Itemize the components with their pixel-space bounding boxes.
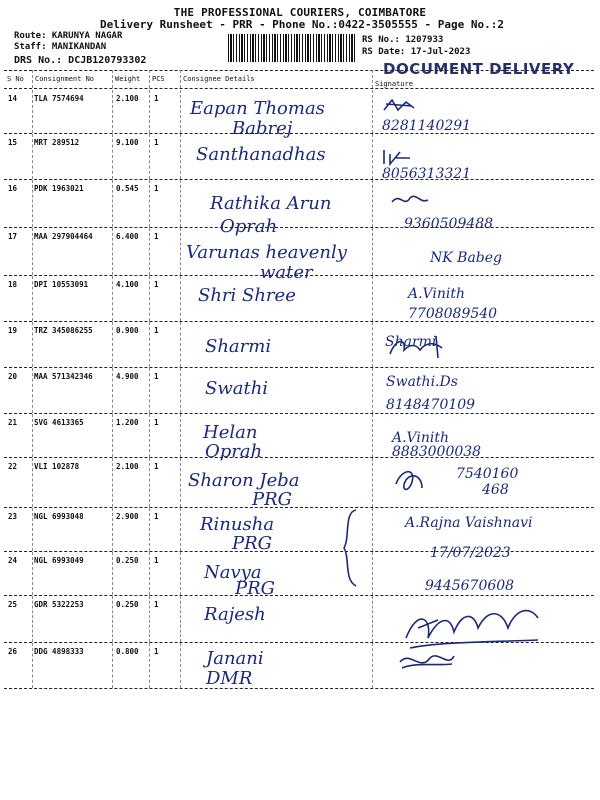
col-divider: [149, 70, 150, 88]
consignee-name: Sharmi: [205, 336, 272, 357]
col-divider: [32, 552, 33, 595]
row-pcs: 1: [154, 462, 159, 471]
consignee-name: Santhanadhas: [196, 144, 326, 165]
col-divider: [372, 90, 373, 133]
row-sno: 18: [8, 280, 18, 289]
consignee-name: Eapan Thomas: [190, 98, 325, 119]
col-divider: [32, 228, 33, 275]
consignee-place: PRG: [235, 578, 276, 599]
row-separator: [4, 275, 594, 276]
row-consignment-no: DDG 4898333: [34, 647, 84, 656]
signature-phone: 7708089540: [408, 306, 498, 322]
col-divider: [32, 596, 33, 642]
col-divider: [149, 552, 150, 595]
col-divider: [149, 276, 150, 321]
col-divider: [372, 508, 373, 551]
col-divider: [112, 596, 113, 642]
col-pcs: PCS: [152, 75, 165, 83]
col-consignee: Consignee Details: [183, 75, 255, 83]
row-sno: 26: [8, 647, 18, 656]
consignee-name: Helan: [203, 422, 258, 443]
consignee-name: Sharon Jeba: [188, 470, 300, 491]
col-divider: [372, 458, 373, 507]
row-weight: 0.545: [116, 184, 139, 193]
col-divider: [180, 414, 181, 457]
row-sno: 21: [8, 418, 18, 427]
row-consignment-no: MAA 297904464: [34, 232, 93, 241]
row-consignment-no: PDK 1963021: [34, 184, 84, 193]
col-divider: [372, 414, 373, 457]
col-divider: [112, 180, 113, 227]
row-separator: [4, 507, 594, 508]
consignee-place: Babrej: [232, 118, 293, 139]
row-weight: 1.200: [116, 418, 139, 427]
col-divider: [149, 180, 150, 227]
col-divider: [112, 508, 113, 551]
row-consignment-no: GDR 5322253: [34, 600, 84, 609]
row-separator: [4, 413, 594, 414]
consignee-name: Varunas heavenly: [186, 242, 347, 263]
row-sno: 20: [8, 372, 18, 381]
runsheet-subtitle: Delivery Runsheet - PRR - Phone No.:0422-3505555 - Page No.:2: [100, 18, 504, 31]
row-separator: [4, 227, 594, 228]
row-weight: 0.250: [116, 556, 139, 565]
consignee-place: water: [260, 262, 313, 283]
row-pcs: 1: [154, 232, 159, 241]
consignee-place: Oprah: [220, 216, 278, 237]
signature-text: 7540160: [456, 466, 519, 482]
signature-phone: 8056313321: [382, 166, 472, 182]
signature-text: Sharmi: [385, 334, 437, 350]
row-separator: [4, 321, 594, 322]
col-divider: [112, 70, 113, 88]
col-divider: [112, 414, 113, 457]
col-divider: [32, 368, 33, 413]
signature-text: A.Rajna Vaishnavi: [405, 515, 533, 531]
col-divider: [32, 134, 33, 179]
row-weight: 0.250: [116, 600, 139, 609]
row-separator: [4, 595, 594, 596]
col-divider: [180, 276, 181, 321]
col-divider: [32, 414, 33, 457]
row-weight: 9.100: [116, 138, 139, 147]
consignee-place: DMR: [206, 668, 253, 689]
row-consignment-no: MRT 289512: [34, 138, 80, 147]
row-consignment-no: DPI 10553091: [34, 280, 89, 289]
col-divider: [372, 276, 373, 321]
col-signature: Signature: [375, 80, 413, 88]
col-consignment: Consignment No: [35, 75, 95, 83]
signature-phone: 8148470109: [386, 397, 476, 413]
col-divider: [372, 228, 373, 275]
handwritten-signature: [382, 96, 416, 116]
col-divider: [149, 458, 150, 507]
col-divider: [149, 643, 150, 688]
handwritten-signature: [386, 334, 446, 360]
col-divider: [32, 180, 33, 227]
row-consignment-no: SVG 4613365: [34, 418, 84, 427]
row-pcs: 1: [154, 600, 159, 609]
signature-text: Swathi.Ds: [386, 374, 458, 390]
company-title: THE PROFESSIONAL COURIERS, COIMBATORE: [173, 6, 427, 19]
col-divider: [149, 322, 150, 367]
row-sno: 25: [8, 600, 18, 609]
col-divider: [32, 643, 33, 688]
col-divider: [372, 70, 373, 88]
signature-phone: 9445670608: [425, 578, 515, 594]
row-pcs: 1: [154, 94, 159, 103]
col-divider: [112, 322, 113, 367]
header-top-rule: [4, 70, 594, 71]
col-divider: [372, 322, 373, 367]
col-divider: [372, 552, 373, 595]
col-divider: [180, 228, 181, 275]
row-pcs: 1: [154, 418, 159, 427]
row-weight: 0.900: [116, 326, 139, 335]
col-divider: [112, 276, 113, 321]
col-divider: [32, 508, 33, 551]
col-divider: [149, 414, 150, 457]
col-divider: [112, 228, 113, 275]
row-weight: 4.100: [116, 280, 139, 289]
row-consignment-no: VLI 102878: [34, 462, 80, 471]
row-sno: 14: [8, 94, 18, 103]
rs-date: RS Date: 17-Jul-2023: [362, 47, 471, 57]
row-consignment-no: NGL 6993049: [34, 556, 84, 565]
row-separator: [4, 551, 594, 552]
handwritten-signature: [382, 148, 412, 166]
col-divider: [112, 134, 113, 179]
row-sno: 19: [8, 326, 18, 335]
row-separator: [4, 367, 594, 368]
col-sno: S No: [7, 75, 24, 83]
signature-phone: 468: [482, 482, 509, 498]
col-divider: [112, 458, 113, 507]
col-divider: [32, 458, 33, 507]
col-divider: [149, 228, 150, 275]
bracket-mark: [338, 508, 368, 588]
consignee-name: Rinusha: [200, 514, 275, 535]
col-divider: [180, 322, 181, 367]
col-divider: [32, 276, 33, 321]
row-weight: 0.800: [116, 647, 139, 656]
consignee-name: Swathi: [205, 378, 269, 399]
col-divider: [32, 90, 33, 133]
consignee-name: Rathika Arun: [210, 193, 332, 214]
col-divider: [180, 134, 181, 179]
col-divider: [180, 508, 181, 551]
col-divider: [372, 180, 373, 227]
col-divider: [180, 180, 181, 227]
row-separator: [4, 133, 594, 134]
consignee-name: Janani: [206, 648, 264, 669]
signature-text: NK Babeg: [430, 250, 503, 266]
row-consignment-no: TLA 7574694: [34, 94, 84, 103]
staff-label: Staff: MANIKANDAN: [14, 42, 107, 52]
row-weight: 4.900: [116, 372, 139, 381]
col-divider: [180, 70, 181, 88]
row-consignment-no: MAA 571342346: [34, 372, 93, 381]
col-divider: [372, 643, 373, 688]
consignee-name: Rajesh: [204, 604, 266, 625]
col-weight: Weight: [115, 75, 141, 83]
consignee-place: Oprah: [205, 441, 263, 462]
rs-number: RS No.: 1207933: [362, 35, 444, 45]
row-pcs: 1: [154, 280, 159, 289]
col-divider: [149, 508, 150, 551]
handwritten-signature: [390, 190, 430, 210]
signature-text: A.Vinith: [408, 286, 466, 302]
signature-phone: 8883000038: [392, 444, 482, 460]
row-weight: 2.900: [116, 512, 139, 521]
consignee-place: PRG: [232, 533, 273, 554]
col-divider: [149, 90, 150, 133]
consignee-name: Shri Shree: [198, 285, 296, 306]
col-divider: [112, 90, 113, 133]
col-divider: [372, 368, 373, 413]
col-divider: [180, 368, 181, 413]
handwritten-signature: [392, 460, 426, 500]
row-separator: [4, 179, 594, 180]
row-weight: 2.100: [116, 94, 139, 103]
col-divider: [149, 368, 150, 413]
col-divider: [372, 134, 373, 179]
col-divider: [372, 596, 373, 642]
row-sno: 17: [8, 232, 18, 241]
row-pcs: 1: [154, 556, 159, 565]
col-divider: [112, 552, 113, 595]
col-divider: [32, 322, 33, 367]
signature-phone: 8281140291: [382, 118, 472, 134]
handwritten-signature: [396, 648, 456, 674]
row-pcs: 1: [154, 326, 159, 335]
row-sno: 24: [8, 556, 18, 565]
col-divider: [180, 90, 181, 133]
row-pcs: 1: [154, 512, 159, 521]
header-bottom-rule: [4, 88, 594, 89]
col-divider: [149, 596, 150, 642]
consignee-name: Navya: [204, 562, 262, 583]
col-divider: [180, 552, 181, 595]
row-separator: [4, 688, 594, 689]
signature-text: A.Vinith: [392, 430, 450, 446]
signature-phone: 17/07/2023: [430, 545, 511, 561]
col-divider: [180, 596, 181, 642]
row-pcs: 1: [154, 138, 159, 147]
row-sno: 23: [8, 512, 18, 521]
signature-phone: 9360509488: [404, 216, 494, 232]
row-separator: [4, 457, 594, 458]
row-sno: 16: [8, 184, 18, 193]
document-delivery-stamp: DOCUMENT DELIVERY: [383, 60, 575, 78]
col-divider: [180, 643, 181, 688]
drs-number: DRS No.: DCJB120793302: [14, 55, 147, 66]
row-sno: 22: [8, 462, 18, 471]
row-pcs: 1: [154, 372, 159, 381]
barcode: [228, 34, 356, 62]
consignee-place: PRG: [252, 489, 293, 510]
row-consignment-no: TRZ 345086255: [34, 326, 93, 335]
row-pcs: 1: [154, 647, 159, 656]
col-divider: [112, 643, 113, 688]
row-weight: 6.400: [116, 232, 139, 241]
row-weight: 2.100: [116, 462, 139, 471]
row-consignment-no: NGL 6993048: [34, 512, 84, 521]
row-pcs: 1: [154, 184, 159, 193]
route-label: Route: KARUNYA NAGAR: [14, 31, 123, 41]
col-divider: [180, 458, 181, 507]
row-sno: 15: [8, 138, 18, 147]
col-divider: [32, 70, 33, 88]
col-divider: [149, 134, 150, 179]
col-divider: [112, 368, 113, 413]
